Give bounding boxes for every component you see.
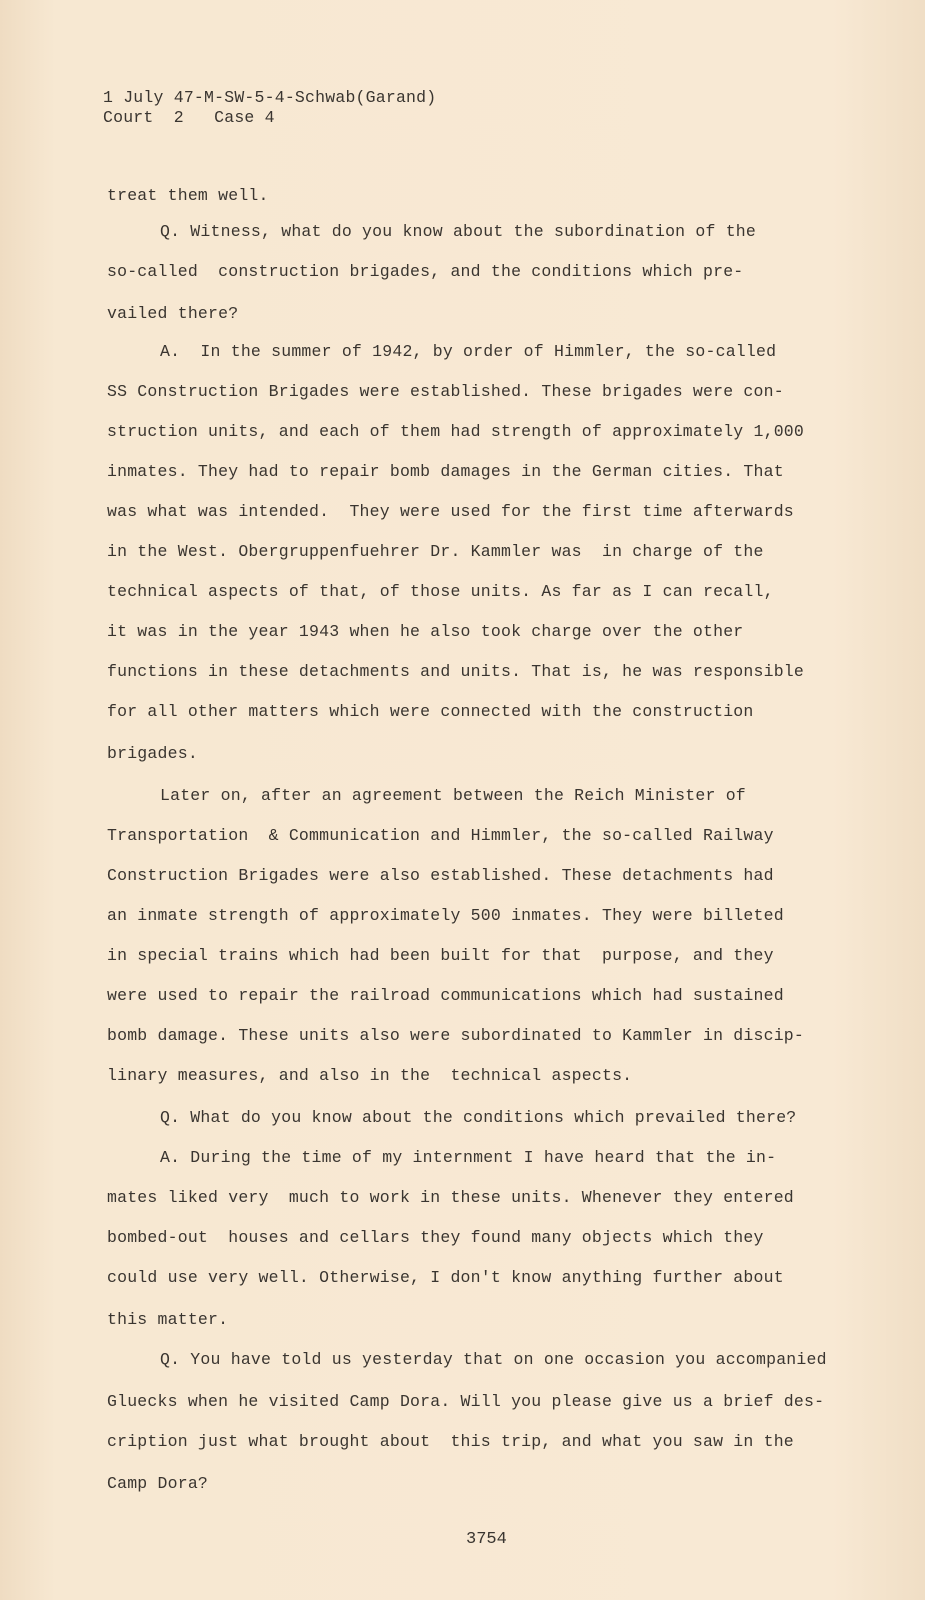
body-line: Gluecks when he visited Camp Dora. Will you please give us a brief des- bbox=[107, 1392, 825, 1411]
body-line: vailed there? bbox=[107, 304, 239, 323]
body-line: A. During the time of my internment I have heard that the in- bbox=[160, 1148, 777, 1167]
body-line: was what was intended. They were used for the first time afterwards bbox=[107, 502, 794, 521]
header-line-1: 1 July 47-M-SW-5-4-Schwab(Garand) bbox=[103, 88, 437, 107]
body-line: Q. What do you know about the conditions which prevailed there? bbox=[160, 1108, 797, 1127]
body-line: an inmate strength of approximately 500 inmates. They were billeted bbox=[107, 906, 784, 925]
body-line: Transportation & Communication and Himmler, the so-called Railway bbox=[107, 826, 774, 845]
body-line: Q. Witness, what do you know about the subordination of the bbox=[160, 222, 756, 241]
body-line: bomb damage. These units also were subordinated to Kammler in discip- bbox=[107, 1026, 805, 1045]
body-line: Construction Brigades were also established. These detachments had bbox=[107, 866, 774, 885]
body-line: brigades. bbox=[107, 744, 198, 763]
body-line: Camp Dora? bbox=[107, 1474, 209, 1493]
body-line: for all other matters which were connected with the construction bbox=[107, 702, 754, 721]
body-line: linary measures, and also in the technical aspects. bbox=[107, 1066, 633, 1085]
body-line: this matter. bbox=[107, 1310, 229, 1329]
body-line: inmates. They had to repair bomb damages in the German cities. That bbox=[107, 462, 784, 481]
body-line: in the West. Obergruppenfuehrer Dr. Kammler was in charge of the bbox=[107, 542, 764, 561]
body-line: bombed-out houses and cellars they found many objects which they bbox=[107, 1228, 764, 1247]
page-number: 3754 bbox=[466, 1530, 507, 1549]
body-line: were used to repair the railroad communications which had sustained bbox=[107, 986, 784, 1005]
body-line: struction units, and each of them had strength of approximately 1,000 bbox=[107, 422, 805, 441]
body-line: Q. You have told us yesterday that on one occasion you accompanied bbox=[160, 1350, 827, 1369]
body-line: technical aspects of that, of those units. As far as I can recall, bbox=[107, 582, 774, 601]
body-line: so-called construction brigades, and the conditions which pre- bbox=[107, 262, 744, 281]
body-line: A. In the summer of 1942, by order of Himmler, the so-called bbox=[160, 342, 777, 361]
body-line: could use very well. Otherwise, I don't know anything further about bbox=[107, 1268, 784, 1287]
body-line: Later on, after an agreement between the Reich Minister of bbox=[160, 786, 746, 805]
header-line-2: Court 2 Case 4 bbox=[103, 108, 275, 127]
body-line: SS Construction Brigades were established. These brigades were con- bbox=[107, 382, 784, 401]
body-line: cription just what brought about this trip, and what you saw in the bbox=[107, 1432, 794, 1451]
body-line: treat them well. bbox=[107, 186, 269, 205]
body-line: in special trains which had been built for that purpose, and they bbox=[107, 946, 774, 965]
body-line: functions in these detachments and units. That is, he was responsible bbox=[107, 662, 805, 681]
body-line: it was in the year 1943 when he also took charge over the other bbox=[107, 622, 744, 641]
body-line: mates liked very much to work in these units. Whenever they entered bbox=[107, 1188, 794, 1207]
